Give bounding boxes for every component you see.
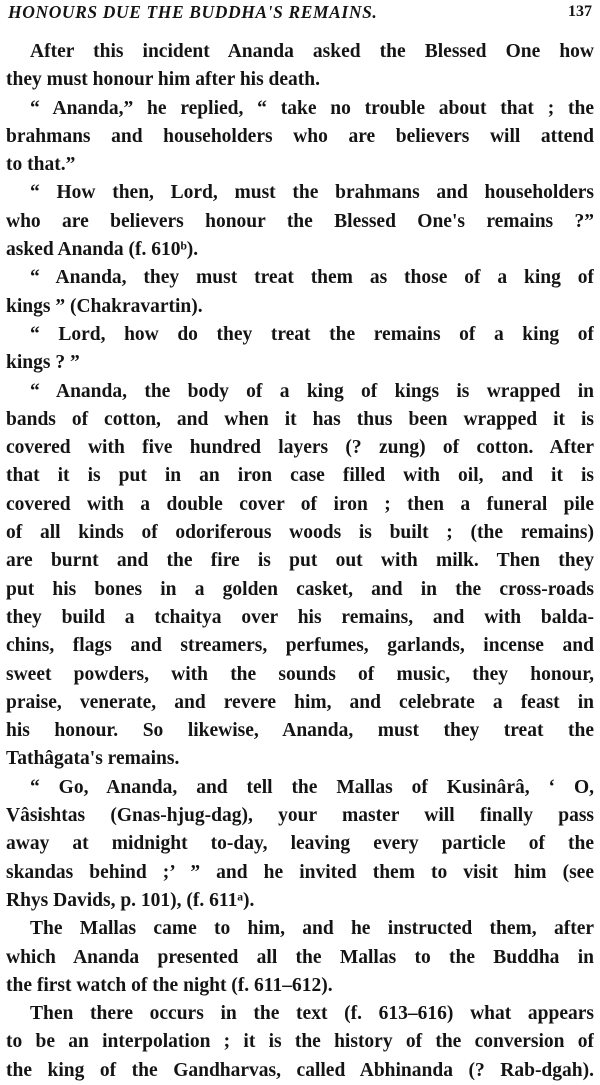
text-line: skandas behind ;’ ” and he invited them to visit him (see: [6, 861, 594, 883]
text-line: “ Go, Ananda, and tell the Mallas of Kusinârâ, ‘ O,: [30, 776, 594, 798]
text-line: are burnt and the fire is put out with milk. Then they: [6, 550, 594, 572]
text-line: asked Ananda (f. 610ᵇ).: [6, 239, 199, 261]
text-line: who are believers honour the Blessed One's remains ?”: [6, 210, 594, 232]
text-line: bands of cotton, and when it has thus been wrapped it is: [6, 408, 594, 430]
running-head-title: HONOURS DUE THE BUDDHA'S REMAINS.: [8, 2, 378, 22]
text-line: Tathâgata's remains.: [6, 748, 180, 770]
text-line: covered with five hundred layers (? zung) of cotton. After: [6, 437, 594, 459]
page-number: 137: [568, 3, 592, 20]
text-line: brahmans and householders who are believers will attend: [6, 125, 594, 147]
running-header: [6, 2, 594, 28]
text-line: “ Ananda, the body of a king of kings is wrapped in: [30, 380, 594, 402]
text-line: Rhys Davids, p. 101), (f. 611ᵃ).: [6, 889, 255, 911]
text-line: away at midnight to-day, leaving every particle of the: [6, 833, 594, 855]
text-line: Vâsishtas (Gnas-hjug-dag), your master will finally pass: [6, 805, 594, 827]
text-line: they build a tchaitya over his remains, and with balda-: [6, 606, 594, 628]
text-line: they must honour him after his death.: [6, 69, 321, 91]
text-line: put his bones in a golden casket, and in the cross-roads: [6, 578, 594, 600]
text-line: of all kinds of odoriferous woods is built ; (the remains): [6, 522, 594, 544]
text-line: praise, venerate, and revere him, and celebrate a feast in: [6, 691, 594, 713]
text-line: covered with a double cover of iron ; then a funeral pile: [6, 493, 594, 515]
text-line: which Ananda presented all the Mallas to the Buddha in: [6, 946, 594, 968]
book-page: [6, 0, 594, 1079]
page-body: [6, 38, 594, 1085]
text-line: “ Ananda,” he replied, “ take no trouble about that ; the: [30, 97, 594, 119]
text-line: After this incident Ananda asked the Blessed One how: [30, 41, 594, 62]
text-line: his honour. So likewise, Ananda, must they treat the: [6, 720, 594, 742]
text-line: to be an interpolation ; it is the history of the conversion of: [6, 1031, 594, 1053]
text-line: “ How then, Lord, must the brahmans and householders: [30, 182, 594, 204]
text-line: kings ” (Chakravartin).: [6, 295, 203, 317]
text-line: The Mallas came to him, and he instructed them, after: [30, 918, 594, 940]
text-line: the king of the Gandharvas, called Abhinanda (? Rab-dgah).: [6, 1059, 594, 1081]
text-line: chins, flags and streamers, perfumes, garlands, incense and: [6, 635, 594, 657]
text-line: the first watch of the night (f. 611–612).: [6, 974, 333, 996]
text-line: that it is put in an iron case filled with oil, and it is: [6, 465, 594, 487]
text-line: kings ? ”: [6, 352, 80, 374]
text-line: sweet powders, with the sounds of music, they honour,: [6, 663, 594, 685]
text-line: “ Lord, how do they treat the remains of a king of: [30, 323, 594, 345]
text-line: “ Ananda, they must treat them as those of a king of: [30, 267, 594, 289]
text-line: to that.”: [6, 154, 76, 176]
text-line: Then there occurs in the text (f. 613–616) what appears: [30, 1003, 594, 1025]
